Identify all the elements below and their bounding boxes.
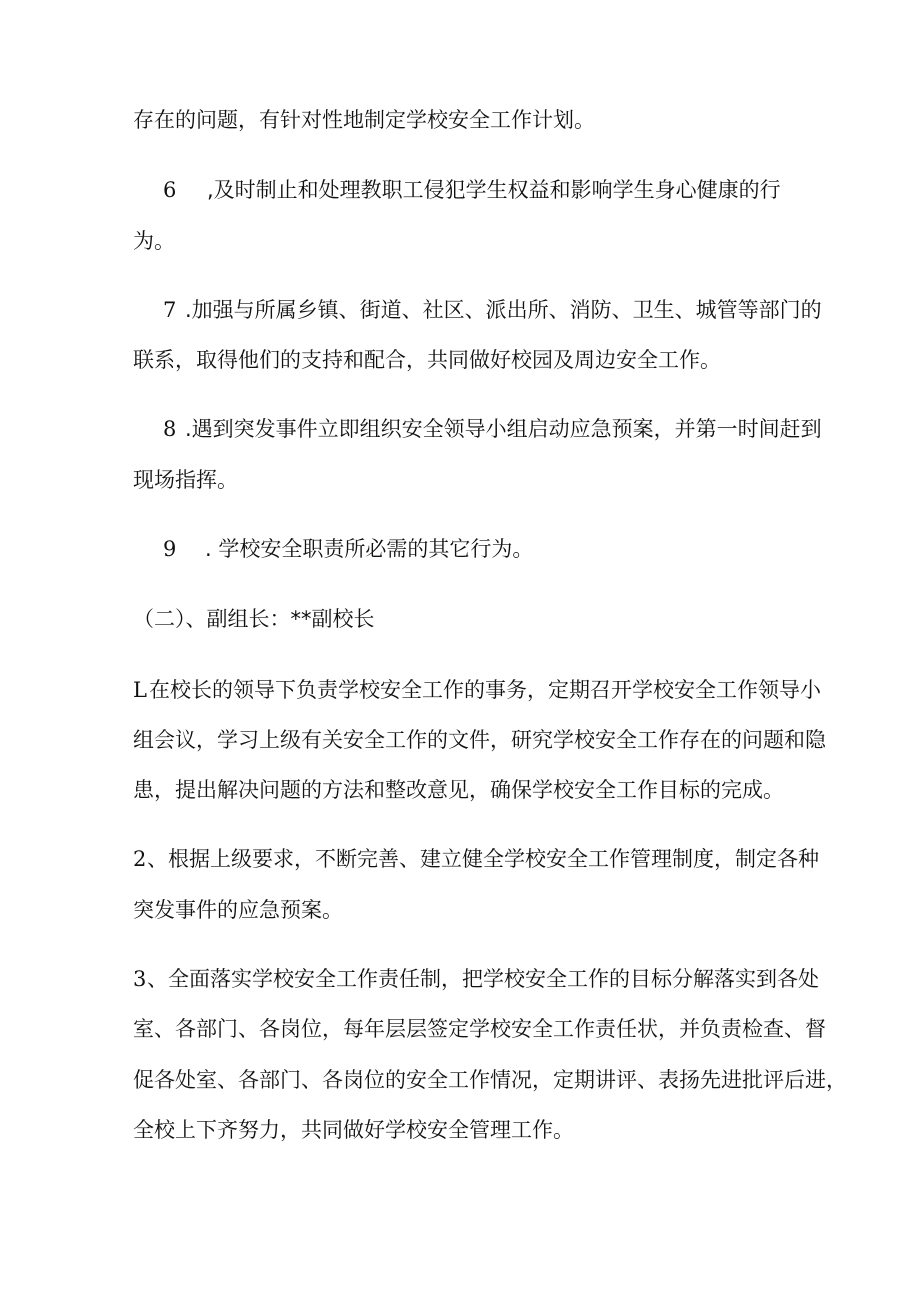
- list-number: 2: [133, 847, 147, 871]
- list-item-7-line-1: [163, 296, 822, 324]
- line-text: 、根据上级要求，不断完善、建立健全学校安全工作管理制度，制定各种: [147, 847, 819, 871]
- list-item-1-line-1: [133, 676, 821, 704]
- line-text: 患，提出解决问题的方法和整改意见，确保学校安全工作目标的完成。: [133, 778, 784, 802]
- list-number: 9: [163, 537, 177, 561]
- section-heading-text: （二）、副组长：**副校长: [133, 607, 375, 631]
- list-item-8-line-1: [163, 415, 822, 443]
- line-text: 组会议，学习上级有关安全工作的文件，研究学校安全工作存在的问题和隐: [133, 728, 826, 752]
- line-text: 在校长的领导下负责学校安全工作的事务，定期召开学校安全工作领导小: [149, 678, 821, 702]
- line-text: 为。: [133, 229, 175, 253]
- line-text: ,及时制止和处理教职工侵犯学生权益和影响学生身心健康的行: [207, 178, 781, 202]
- line-text: 联系，取得他们的支持和配合，共同做好校园及周边安全工作。: [133, 348, 721, 372]
- section-heading: [133, 605, 375, 633]
- list-number: 8: [163, 417, 177, 441]
- text-line: [133, 1116, 574, 1144]
- text-line: [133, 1066, 847, 1094]
- list-item-2-line-1: [133, 845, 819, 873]
- list-number: 3: [133, 967, 147, 991]
- text-line: [133, 776, 784, 804]
- list-item-9-line-1: [163, 535, 533, 563]
- line-text: 、全面落实学校安全工作责任制，把学校安全工作的目标分解落实到各处: [147, 967, 819, 991]
- line-text: .遇到突发事件立即组织安全领导小组启动应急预案，并第一时间赶到: [185, 417, 822, 441]
- line-text: 室、各部门、各岗位，每年层层签定学校安全工作责任状，并负责检查、督: [133, 1017, 826, 1041]
- text-line: [133, 896, 343, 924]
- list-item-3-line-1: [133, 965, 819, 993]
- line-text: 全校上下齐努力，共同做好学校安全管理工作。: [133, 1118, 574, 1142]
- list-number: L: [133, 678, 147, 702]
- text-line: [133, 346, 721, 374]
- line-text: 现场指挥。: [133, 468, 238, 492]
- line-text: .加强与所属乡镇、街道、社区、派出所、消防、卫生、城管等部门的: [185, 298, 822, 322]
- line-text: 促各处室、各部门、各岗位的安全工作情况，定期讲评、表扬先进批评后进，: [133, 1068, 847, 1092]
- text-line: [133, 106, 595, 134]
- line-text: 存在的问题，有针对性地制定学校安全工作计划。: [133, 108, 595, 132]
- line-text: . 学校安全职责所必需的其它行为。: [205, 537, 534, 561]
- text-line: [133, 227, 175, 255]
- list-item-6-line-1: [163, 176, 781, 204]
- text-line: [133, 1015, 826, 1043]
- list-number: 7: [163, 298, 177, 322]
- text-line: [133, 726, 826, 754]
- line-text: 突发事件的应急预案。: [133, 898, 343, 922]
- text-line: [133, 466, 238, 494]
- list-number: 6: [163, 178, 177, 202]
